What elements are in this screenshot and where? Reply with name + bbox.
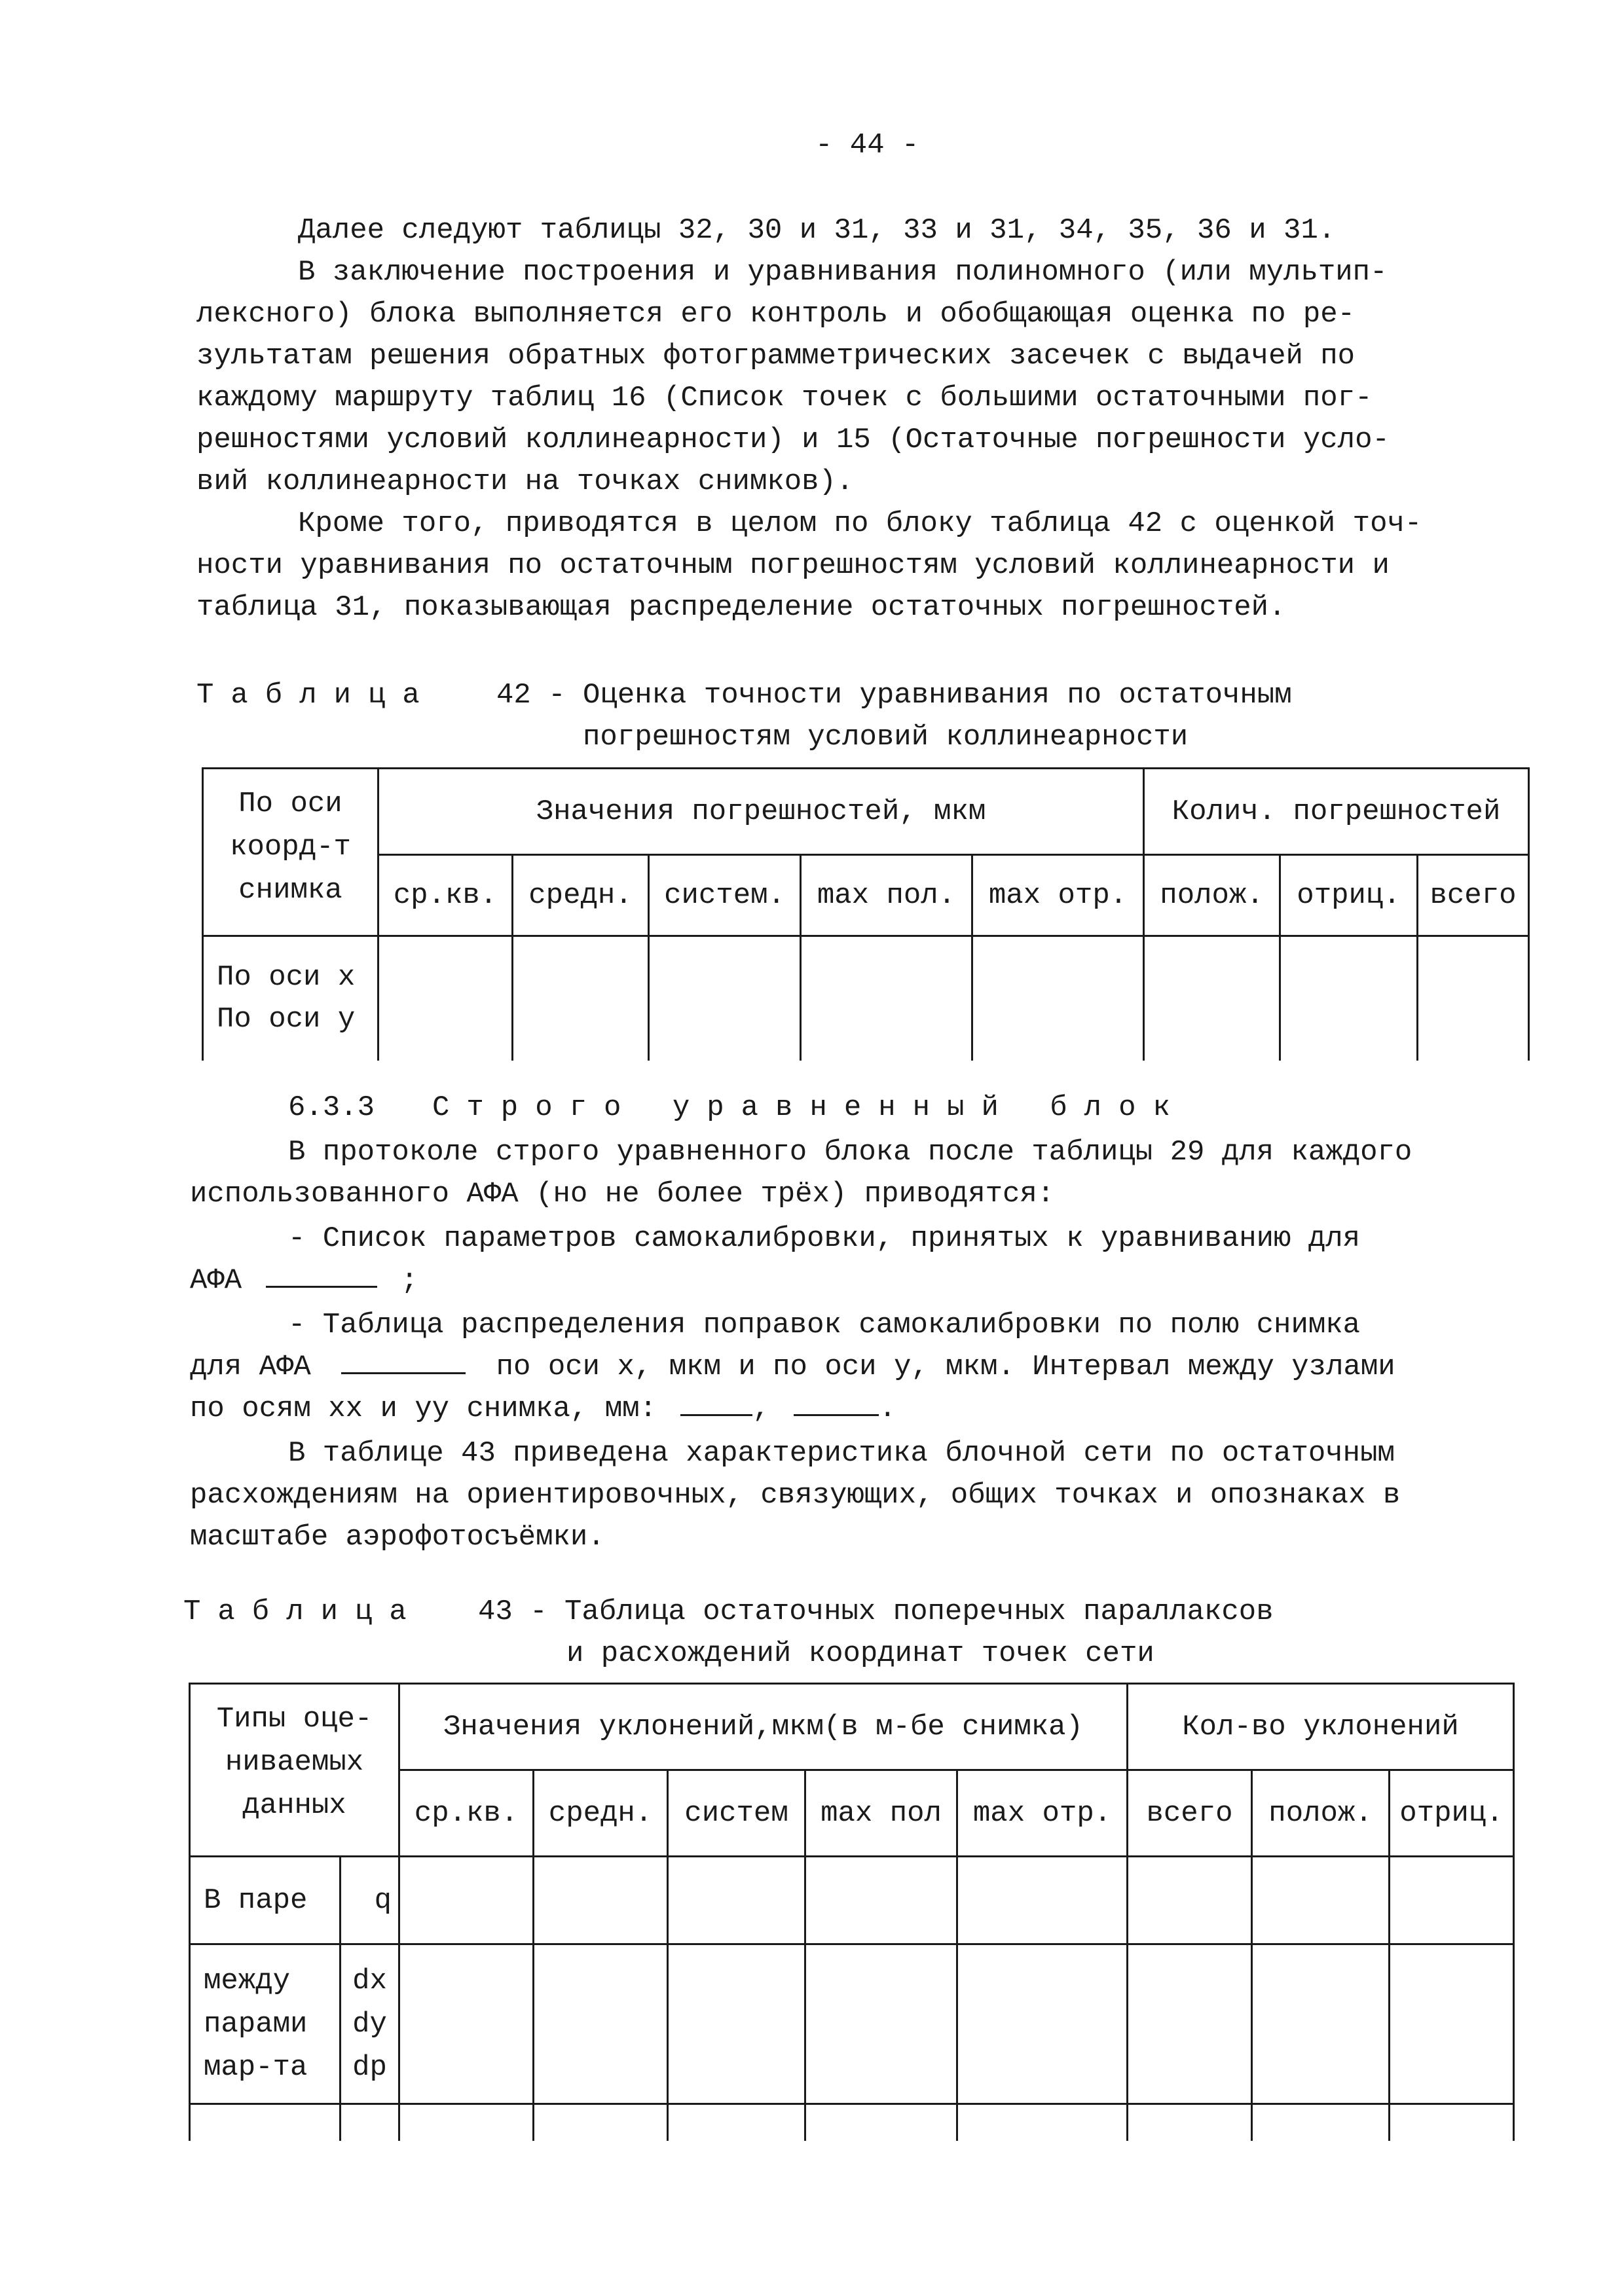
text-line-with-blank [190,1260,418,1302]
table-cell [649,936,801,1061]
text-line: - Список параметров самокалибровки, принятых к уравниванию для [288,1222,1361,1255]
row-symbol-dy: dy [352,2007,387,2041]
header-axis [203,769,378,936]
table-cell [668,1944,805,2104]
table42-caption-title: 42 - Оценка точности уравнивания по остаточным [496,679,1292,712]
table-cell [1128,1944,1252,2104]
period: . [879,1393,896,1425]
section-title: Строго уравненный блок [432,1091,1187,1124]
table-cell [801,936,972,1061]
subheader-negative: отриц. [1390,1770,1514,1857]
text-line: решностями условий коллинеарности) и 15 (Остаточные погрешности усло- [196,424,1390,456]
text-line: - Таблица распределения поправок самокалибровки по полю снимка [288,1309,1361,1341]
header-types-line: данных [242,1789,346,1822]
table-cell [972,936,1144,1061]
text-line: Далее следуют таблицы 32, 30 и 31, 33 и 31, 34, 35, 36 и 31. [298,214,1336,247]
text-line-with-blank [190,1346,1395,1388]
header-types-line: ниваемых [225,1746,364,1779]
subheader-systematic: систем [668,1770,805,1857]
table-cell [190,2104,341,2141]
subheader-rms: ср.кв. [399,1770,534,1857]
header-counts: Колич. погрешностей [1144,769,1529,855]
table-42 [202,767,1530,1061]
table-cell [1390,2104,1514,2141]
subheader-max-pos: max пол [805,1770,957,1857]
subheader-negative: отриц. [1280,855,1418,936]
fill-in-blank[interactable] [680,1388,752,1416]
table43-caption-title: 43 - Таблица остаточных поперечных параллаксов [478,1595,1274,1628]
axes-label: по осям xx и yy снимка, мм: [190,1393,657,1425]
text-line: лексного) блока выполняется его контроль и обобщающая оценка по ре- [196,298,1356,331]
row-symbol-dp: dp [352,2050,387,2084]
table-cell [399,1944,534,2104]
header-axis-line: снимка [238,874,342,907]
subheader-mean: средн. [513,855,649,936]
table-cell [1252,1857,1390,1944]
row-symbol-q: q [341,1857,399,1944]
header-axis-line: По оси [238,788,342,820]
row-label [203,936,378,1061]
table-cell [1390,1857,1514,1944]
row-label-between-pairs [190,1944,341,2104]
table-cell [399,2104,534,2141]
afa-label: для АФА [190,1351,311,1383]
table-cell [957,1857,1128,1944]
subheader-positive: полож. [1252,1770,1390,1857]
table-cell [1128,1857,1252,1944]
table42-caption-label: Таблица [196,679,437,712]
section-number: 6.3.3 [288,1091,375,1124]
table-cell [399,1857,534,1944]
comma: , [752,1393,770,1425]
table-cell [668,1857,805,1944]
table-cell [534,1944,668,2104]
semicolon: ; [401,1264,418,1297]
table-cell [378,936,513,1061]
afa-label: АФА [190,1264,242,1297]
page-number: - 44 - [815,129,919,162]
text-line: В протоколе строго уравненного блока после таблицы 29 для каждого [288,1136,1412,1169]
table-cell [513,936,649,1061]
text-line: масштабе аэрофотосъёмки. [190,1521,605,1554]
row-label-line: мар-та [204,2050,308,2084]
table-cell [534,2104,668,2141]
header-values: Значения уклонений,мкм(в м-бе снимка) [399,1684,1128,1770]
fill-in-blank[interactable] [266,1260,377,1288]
text-line: использованного АФА (но не более трёх) приводятся: [190,1178,1055,1211]
subheader-total: всего [1418,855,1529,936]
table-cell [805,1857,957,1944]
header-counts: Кол-во уклонений [1128,1684,1514,1770]
table43-caption-title-cont: и расхождений координат точек сети [566,1637,1154,1670]
table-cell [1144,936,1280,1061]
text-line: зультатам решения обратных фотограмметрических засечек с выдачей по [196,340,1356,373]
table-cell [341,2104,399,2141]
header-types [190,1684,399,1857]
row-symbol-dx: dx [352,1964,387,1997]
text-line: Кроме того, приводятся в целом по блоку таблица 42 с оценкой точ- [298,507,1422,540]
table-cell [1280,936,1418,1061]
text-line: ности уравнивания по остаточным погрешностям условий коллинеарности и [196,549,1390,582]
row-label-line: между [204,1964,291,1997]
header-axis-line: коорд-т [230,831,351,864]
row-label-pair: В паре [190,1857,341,1944]
header-values: Значения погрешностей, мкм [378,769,1144,855]
table-cell [1252,2104,1390,2141]
text-line-with-blank [190,1388,896,1430]
table-cell [534,1857,668,1944]
subheader-mean: средн. [534,1770,668,1857]
table-cell [1128,2104,1252,2141]
row-symbols [341,1944,399,2104]
table-cell [1390,1944,1514,2104]
table-43 [189,1683,1515,2141]
row-label-line: парами [204,2007,308,2041]
table-cell [1252,1944,1390,2104]
text-line: расхождениям на ориентировочных, связующих, общих точках и опознаках в [190,1479,1401,1512]
text-line: В заключение построения и уравнивания полиномного (или мультип- [298,256,1388,289]
fill-in-blank[interactable] [341,1346,466,1374]
fill-in-blank[interactable] [794,1388,879,1416]
table-cell [668,2104,805,2141]
subheader-total: всего [1128,1770,1252,1857]
text-line: каждому маршруту таблиц 16 (Список точек с большими остаточными пог- [196,382,1373,414]
table43-caption-label: Таблица [183,1595,424,1628]
row-label-x: По оси x [217,961,356,994]
table-cell [957,1944,1128,2104]
text-line: вий коллинеарности на точках снимков). [196,465,854,498]
table-cell [1418,936,1529,1061]
axis-text: по оси x, мкм и по оси y, мкм. Интервал между узлами [496,1351,1395,1383]
text-line: таблица 31, показывающая распределение остаточных погрешностей. [196,591,1286,624]
table-cell [957,2104,1128,2141]
subheader-max-pos: max пол. [801,855,972,936]
row-label-y: По оси y [217,1003,356,1036]
table42-caption-title-cont: погрешностям условий коллинеарности [583,721,1189,754]
text-line: В таблице 43 приведена характеристика блочной сети по остаточным [288,1437,1395,1470]
table-cell [805,2104,957,2141]
subheader-positive: полож. [1144,855,1280,936]
subheader-max-neg: max отр. [957,1770,1128,1857]
subheader-rms: ср.кв. [378,855,513,936]
subheader-max-neg: max отр. [972,855,1144,936]
table-cell [805,1944,957,2104]
header-types-line: Типы оце- [216,1703,373,1736]
subheader-systematic: систем. [649,855,801,936]
